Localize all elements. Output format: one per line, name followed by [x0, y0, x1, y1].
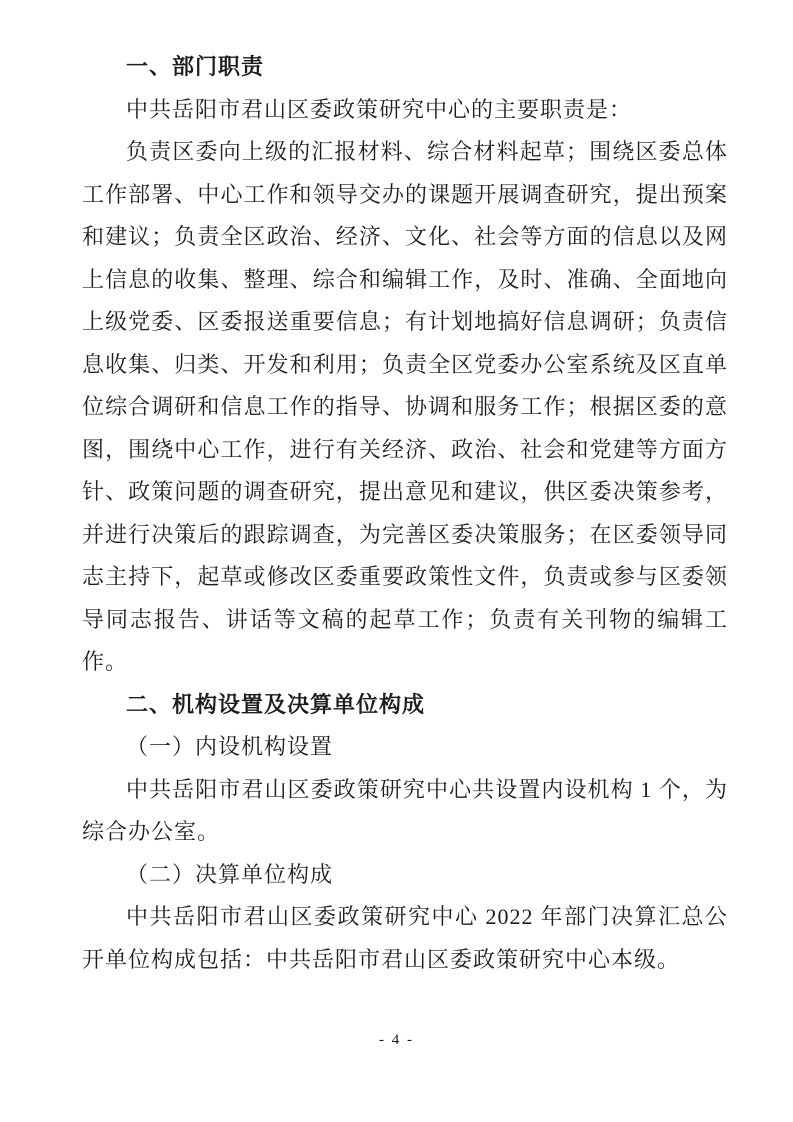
subsection-heading-internal-setup: （一）内设机构设置 — [126, 734, 334, 759]
paragraph-duties-intro: 中共岳阳市君山区委政策研究中心的主要职责是： — [126, 96, 633, 122]
section-heading-duties: 一、部门职责 — [126, 54, 265, 79]
paragraph-internal-setup: 中共岳阳市君山区委政策研究中心共设置内设机构 1 个，为综合办公室。 — [82, 776, 728, 844]
page-number: - 4 - — [379, 1032, 414, 1048]
paragraph-duties-detail: 负责区委向上级的汇报材料、综合材料起草；围绕区委总体工作部署、中心工作和领导交办的课题开展调查研究，提出预案和建议；负责全区政治、经济、文化、社会等方面的信息以及网上信息的收集、整理、综合和编辑工作，及时、准确、全面地向上级党委、区委报送重要信息；有计划地搞好信息调研；负责信息收集、归类、开发和利用；负责全区党委办公室系统及区直单位综合调研和信息工作的指导、协调和服务工作；根据区委的意图，围绕中心工作，进行有关经济、政治、社会和党建等方面方针、政策问题的调查研究，提出意见和建议，供区委决策参考，并进行决策后的跟踪调查，为完善区委决策服务；在区委领导同志主持下，起草或修改区委重要政策性文件，负责或参与区委领导同志报告、讲话等文稿的起草工作；负责有关刊物的编辑工作。 — [82, 139, 728, 674]
paragraph-unit-composition: 中共岳阳市君山区委政策研究中心 2022 年部门决算汇总公开单位构成包括：中共岳阳市君山区委政策研究中心本级。 — [82, 904, 728, 972]
section-heading-organization: 二、机构设置及决算单位构成 — [126, 691, 426, 717]
subsection-heading-unit-composition: （二）决算单位构成 — [126, 861, 334, 887]
document-body — [82, 46, 728, 981]
